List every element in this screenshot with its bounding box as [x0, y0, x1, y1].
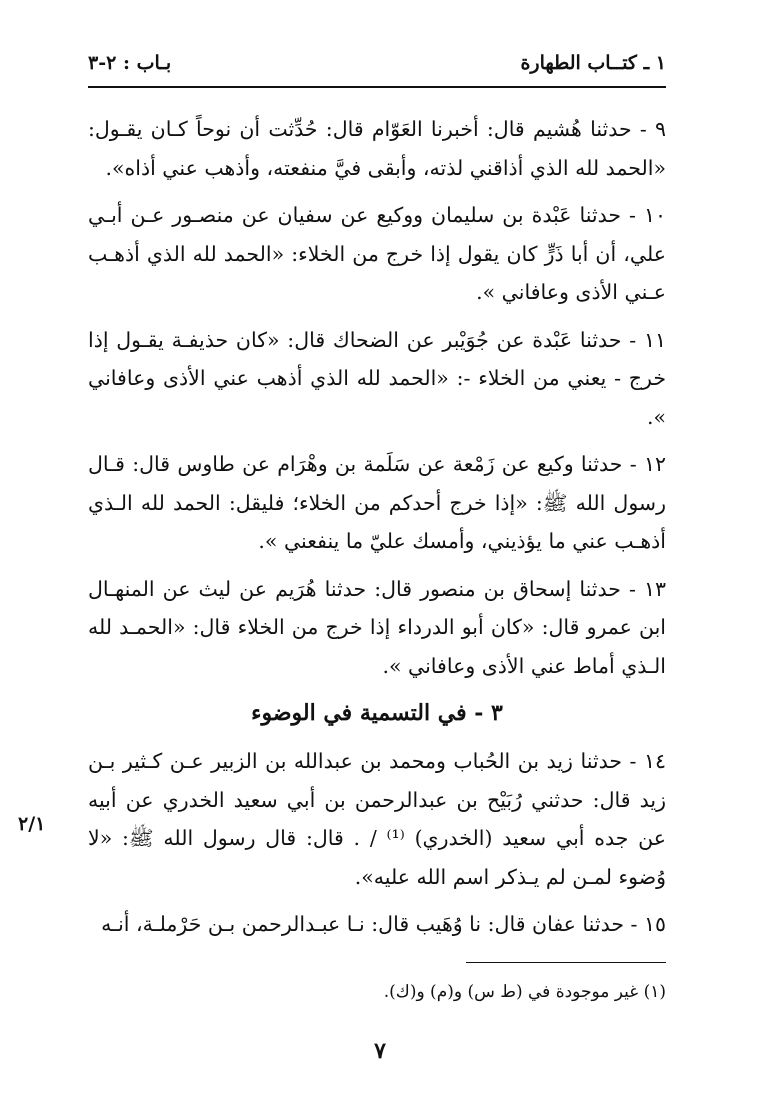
hadith-12: ١٢ - حدثنا وكيع عن زَمْعة عن سَلَمة بن وهْرَام عن طاوس قال: قـال رسول الله ﷺ: «إذا خرج أحدكم من الخلاء؛ فليقل: الحمد لله الـذي أذهـب عني ما يؤذيني، وأمسك عليّ ما ينفعني ».	[88, 452, 666, 553]
hadith-11: ١١ - حدثنا عَبْدة عن جُوَيْبر عن الضحاك قال: «كان حذيفـة يقـول إذا خرج - يعني من الخلاء -: «الحمد لله الذي أذهب عني الأذى وعافاني ».	[88, 327, 666, 429]
hadith-15: ١٥ - حدثنا عفان قال: نا وُهَيب قال: نـا عبـدالرحمن بـن حَرْملـة، أنـه	[101, 912, 666, 936]
header-section: بـاب : ٢-٣	[88, 52, 172, 74]
header-chapter: ١ ـ كتــاب الطهارة	[520, 52, 666, 74]
hadith-9: ٩ - حدثنا هُشيم قال: أخبرنا العَوّام قال: حُدِّثت أن نوحاً كـان يقـول: «الحمد لله الذي أذاقني لذته، وأبقى فيَّ منفعته، وأذهب عني أذاه».	[88, 117, 666, 180]
page-body	[88, 110, 666, 953]
footnote-rule	[466, 962, 666, 963]
running-header	[88, 44, 666, 82]
section-heading: ٣ - في التسمية في الوضوء	[251, 700, 503, 726]
page-number: ٧	[374, 1038, 386, 1064]
header-rule	[88, 86, 666, 88]
footnote: (١) غير موجودة في (ط س) و(م) و(ك).	[383, 982, 666, 1002]
hadith-13: ١٣ - حدثنا إسحاق بن منصور قال: حدثنا هُرَيم عن ليث عن المنهـال ابن عمرو قال: «كان أبو الدرداء إذا خرج من الخلاء قال: «الحمـد لله الـذي أماط عني الأذى وعافاني ».	[88, 576, 666, 678]
margin-folio-note: ٢/١	[18, 813, 46, 835]
hadith-14: ١٤ - حدثنا زيد بن الحُباب ومحمد بن عبدالله بن الزبير عـن كـثير بـن زيد قال: حدثني رُبَيْح بن عبدالرحمن بن أبي سعيد الخدري عن أبيه عن جده أبي سعيد (الخدري) ⁽¹⁾ / . قال: قال رسول الله ﷺ: «لا وُضوء لمـن لم يـذكر اسم الله عليه».	[88, 749, 667, 889]
hadith-10: ١٠ - حدثنا عَبْدة بن سليمان ووكيع عن سفيان عن منصـور عـن أبـي علي، أن أبا ذَرٍّ كان يقول إذا خرج من الخلاء: «الحمد لله الذي أذهـب عـني الأذى وعافاني ».	[88, 203, 666, 304]
